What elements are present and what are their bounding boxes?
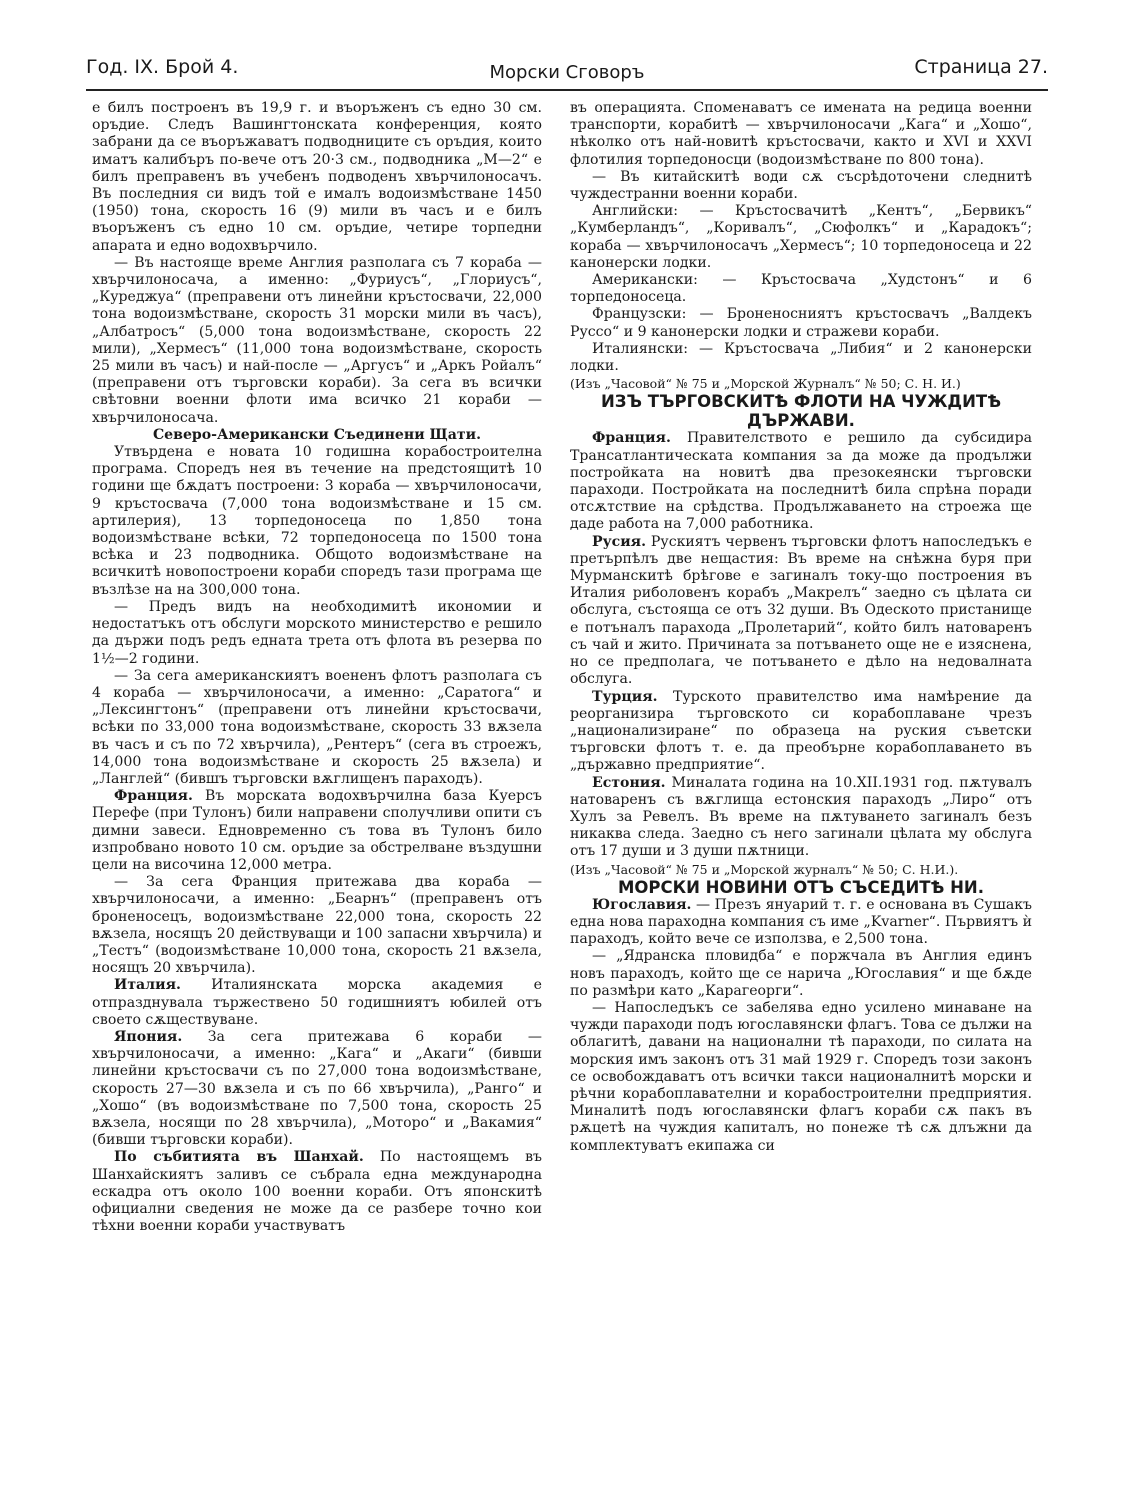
paragraph: Италиянски: — Кръстосвача „Либия“ и 2 канонерски лодки. bbox=[570, 340, 1032, 375]
lead-shanghai: По събитията въ Шанхай. bbox=[114, 1149, 364, 1166]
paragraph-shanghai: По събитията въ Шанхай. По настоящемъ въ Шанхайскиятъ заливъ се събрала една международна ескадра отъ около 100 военни кораби. Отъ японскитѣ официални сведения не може да се разбере точно кои тѣхни военни кораби участвуватъ bbox=[92, 1149, 542, 1235]
page-header bbox=[86, 56, 1048, 92]
paragraph-italy: Италия. Италиянската морска академия е отпразднувала тържествено 50 годишниятъ юбилей отъ своето сѫществуване. bbox=[92, 977, 542, 1028]
publication-title: Морски Сговоръ bbox=[489, 62, 645, 83]
lead-russia: Русия. bbox=[592, 533, 646, 550]
lead-france: Франция. bbox=[592, 430, 671, 447]
lead-estonia: Естония. bbox=[592, 774, 666, 791]
paragraph: — „Ядранска пловидба“ е поржчала въ Англия единъ новъ параходъ, който ще се нарича „Югославия“ и ще бѫде по размѣри като „Карагеорги“. bbox=[570, 948, 1032, 999]
paragraph: Английски: — Кръстосвачитѣ „Кентъ“, „Бервикъ“ „Кумберландъ“, „Коривалъ“, „Сюфолкъ“ и „Карадокъ“; кораба — хвърчилоносачъ „Хермесъ“; 10 торпедоносеца и 22 канонерски лодки. bbox=[570, 203, 1032, 271]
paragraph: — Въ настояще време Англия разполага съ 7 кораба — хвърчилоносача, а именно: „Фуриусъ“, „Глориусъ“, „Куреджуа“ (преправени отъ линейни кръстосвачи, 22,000 тона водоизмѣстване, скорость 31 морски мили въ часъ), „Албатросъ“ (5,000 тона водоизмѣстване, скорость 22 мили), „Хермесъ“ (11,000 тона водоизмѣстване, скорость 25 мили въ часъ) и най-после — „Аргусъ“ и „Аркъ Ройалъ“ (преправени отъ търговски кораби). За сега въ всички свѣтовни военни флоти има всичко 21 кораби — хвърчилоносача. bbox=[92, 254, 542, 426]
paragraph-estonia: Естония. Миналата година на 10.XII.1931 год. пѫтувалъ натоваренъ съ вѫглища естонския параходъ „Лиро“ отъ Хулъ за Ревелъ. Въ време на пѫтуването загиналъ безъ никаква следа. Заедно съ него загинали цѣлата му обслуга отъ 17 души и 3 души пѫтници. bbox=[570, 774, 1032, 860]
paragraph: Американски: — Кръстосвача „Худстонъ“ и 6 торпедоносеца. bbox=[570, 272, 1032, 306]
paragraph-france: Франция. Въ морската водохвърчилна база Куерсъ Перефе (при Тулонъ) били направени сполучливи опити съ димни завеси. Едновременно съ това въ Тулонъ било изпробвано новото 10 см. оръдие за обстрелване въздушни цели на височина 12,000 метра. bbox=[92, 788, 542, 873]
section-heading-usa: Северо-Американски Съединени Щати. bbox=[152, 426, 482, 443]
source-note: (Изъ „Часовой“ № 75 и „Морской журналъ“ № 50; С. Н.И.). bbox=[570, 861, 959, 877]
paragraph: Утвърдена е новата 10 годишна корабостроителна програма. Споредъ нея въ течение на предстоящитѣ 10 години ще бѫдатъ построени: 3 кораба — хвърчилоносачи, 9 кръстосвача (7,000 тона водоизмѣстване и 15 см. артилерия), 13 торпедоносеца по 1,850 тона водоизмѣстване всѣки, 72 торпедоносеца по 1500 тона всѣка и 23 подводника. Общото водоизмѣстване на всичкитѣ новопостроени кораби споредъ тази програма ще възлѣзе на на 300,000 тона. bbox=[92, 444, 542, 598]
right-column bbox=[570, 100, 1032, 1472]
lead-france: Франция. bbox=[114, 788, 193, 805]
paragraph-turkey: Турция. Турското правителство има намѣрение да реорганизира търговското си корабоплаване чрезъ „национализиране“ по образеца на руския съветски търговски флотъ т. е. да преобърне корабоплаването въ „държавно предприятие“. bbox=[570, 688, 1032, 774]
paragraph-russia: Русия. Рускиятъ червенъ търговски флотъ напоследъкъ е претърпѣлъ две нещастия: Въ време на снѣжна буря при Мурманскитѣ брѣгове е загиналъ току-що построения въ Италия риболовенъ корабъ „Макрелъ“ заедно съ цѣлата си обслуга, състояща се отъ 32 души. Въ Одеското пристанище е потъналъ парахода „Пролетарий“, който билъ натоваренъ съ чай и жито. Причината за потъването още не е изяснена, но се предполага, че потъването е дѣло на недовалната обслуга. bbox=[570, 533, 1032, 688]
source-note: (Изъ „Часовой“ № 75 и „Морской Журналъ“ № 50; С. Н. И.) bbox=[570, 376, 961, 392]
paragraph-yugoslavia: Югославия. — Презъ януарий т. г. е основана въ Сушакъ една нова параходна компания съ име „Kvarner“. Първиятъ ѝ параходъ, който вече се използва, е 2,500 тона. bbox=[570, 896, 1032, 948]
paragraph: — Въ китайскитѣ води сѫ съсрѣдоточени следнитѣ чуждестранни военни кораби. bbox=[570, 168, 1032, 203]
header-rule bbox=[86, 89, 1048, 91]
lead-italy: Италия. bbox=[114, 977, 181, 994]
section-heading-neighbours: МОРСКИ НОВИНИ ОТЪ СЪСЕДИТѢ НИ. bbox=[617, 877, 985, 897]
paragraph: — Напоследъкъ се забелява едно усилено минаване на чужди параходи подъ югославянски флагъ. Това се дължи на облагитѣ, давани на национални тѣ параходи, по силата на морския имъ законъ отъ 31 май 1929 г. Споредъ този законъ се освобождаватъ отъ всички такси националнитѣ морски и рѣчни корабоплавателни и корабостроителни предприятия. Миналитѣ подъ югославянски флагъ кораби сѫ пакъ въ рѫцетѣ на чуждия капиталъ, но понеже тѣ сѫ длъжни да комплектуватъ екипажа си bbox=[570, 999, 1032, 1154]
paragraph: е билъ построенъ въ 19,9 г. и въоръженъ съ едно 30 см. оръдие. Следъ Вашингтонската конференция, която забрани да се въоръжаватъ подводниците съ оръдия, които иматъ калибъръ по-вече отъ 20·3 см., подводника „М—2“ е билъ преправенъ въ учебенъ подводенъ хвърчилоносачъ. Въ последния си видъ той е ималъ водоизмѣстване 1450 (1950) тона, скорость 16 (9) мили въ часъ и е билъ въоръженъ съ едно 10 см. оръдие, четире торпедни апарата и едно водохвърчило. bbox=[92, 100, 542, 254]
section-heading-trade-fleets: ИЗЪ ТЪРГОВСКИТѢ ФЛОТИ НА ЧУЖДИТѢ ДЪРЖАВИ. bbox=[600, 392, 1002, 431]
paragraph: Французски: — Броненосниятъ кръстосвачъ „Валдекъ Руссо“ и 9 канонерски лодки и стражеви кораби. bbox=[570, 306, 1032, 340]
lead-yugoslavia: Югославия. bbox=[592, 896, 692, 913]
paragraph: — За сега Франция притежава два кораба — хвърчилоносачи, а именно: „Беарнъ“ (преправенъ отъ броненосецъ, водоизмѣстване 22,000 тона, скорость 22 вѫзела, носящъ 20 действуващи и 100 запасни хвърчила) и „Тестъ“ (водоизмѣстване 10,000 тона, скорость 21 вѫзела, носящъ 20 хвърчила). bbox=[92, 874, 542, 977]
lead-turkey: Турция. bbox=[592, 688, 658, 705]
paragraph-japan: Япония. За сега притежава 6 кораби — хвърчилоносачи, а именно: „Кага“ и „Акаги“ (бивши линейни кръстосвачи съ по 27,000 тона водоизмѣстване, скорость 27—30 вѫзела и съ по 66 хвърчила), „Ранго“ и „Хошо“ (въ водоизмѣстване по 7,500 тона, скорость 25 вѫзела, носящи по 28 хвърчила), „Моторо“ и „Вакамия“ (бивши търговски кораби). bbox=[92, 1028, 542, 1149]
lead-japan: Япония. bbox=[114, 1028, 183, 1045]
left-column bbox=[92, 100, 542, 1472]
paragraph: — За сега американскиятъ воененъ флотъ разполага съ 4 кораба — хвърчилоносачи, а именно: „Саратога“ и „Лексингтонъ“ (преправени отъ линейни кръстосвачи, всѣки по 33,000 тона водоизмѣстване, скорость 33 вѫзела въ часъ и съ по 72 хвърчила), „Рентеръ“ (сега въ строежъ, 14,000 тона водоизмѣстване и скорость 25 вѫзела) и „Ланглей“ (бившъ търговски вѫглищенъ параходъ). bbox=[92, 667, 542, 787]
paragraph: въ операцията. Споменаватъ се имената на редица военни транспорти, корабитѣ — хвърчилоносачи „Кага“ и „Хошо“, нѣколко отъ най-новитѣ кръстосвачи, както и XVI и XXVI флотилия торпедоносци (водоизмѣстване по 800 тона). bbox=[570, 100, 1032, 168]
page-number: Страница 27. bbox=[914, 56, 1048, 78]
paragraph: — Предъ видъ на необходимитѣ икономии и недостатъкъ отъ обслуги морското министерство е решило да държи подъ редъ едната трета отъ флота въ резерва по 1½—2 години. bbox=[92, 598, 542, 667]
paragraph-france: Франция. Правителството е решило да субсидира Трансатлантическата компания за да може да продължи постройката на новитѣ два презокеянски търговски параходи. Постройката на последнитѣ била спрѣна поради отсѫтствие на срѣдства. Продължаването на строежа ще даде работа на 7,000 работника. bbox=[570, 430, 1032, 533]
issue-label: Год. IX. Брой 4. bbox=[86, 56, 239, 78]
